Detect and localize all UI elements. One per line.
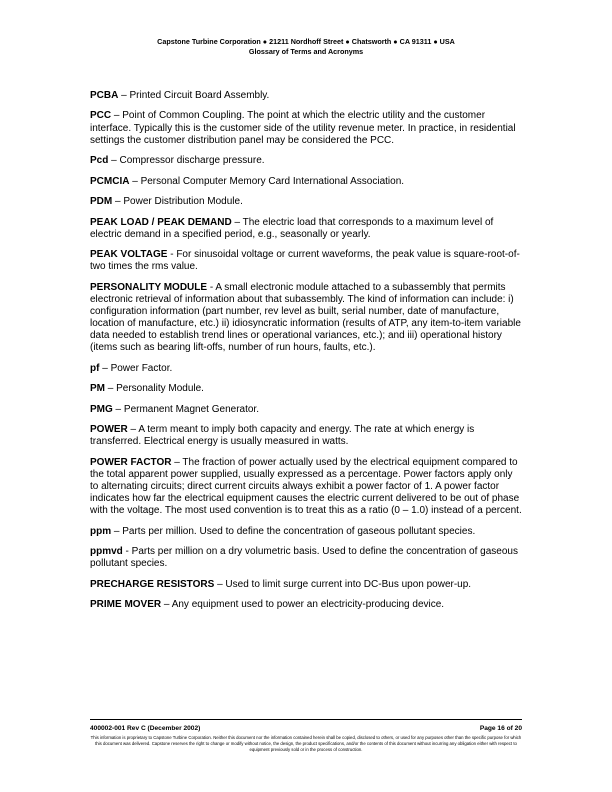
page-number: Page 16 of 20 (479, 725, 522, 732)
term-separator: – (111, 525, 123, 537)
proprietary-disclaimer: This information is proprietary to Capstone Turbine Corporation. Neither this document nor the information contained herein shall be copied, disclosed to others, or used for any purposes other than the specific purpose for which this document was delivered. Capstone reserves the right to change or modify without notice, the design, the product specifications, and/or the contents of this document without incurring any obligation either with respect to equipment previously sold or in the process of construction. (90, 735, 522, 752)
glossary-definition: Compressor discharge pressure. (119, 155, 265, 167)
glossary-term: Pcd (90, 155, 109, 167)
term-separator: – (111, 110, 123, 122)
glossary-content (90, 90, 522, 620)
glossary-entry (90, 155, 522, 167)
term-separator: – (171, 456, 183, 468)
glossary-definition: Personal Computer Memory Card International Association. (140, 175, 405, 187)
glossary-entry (90, 110, 522, 146)
glossary-term: POWER FACTOR (90, 456, 172, 468)
glossary-definition: Parts per million. Used to define the concentration of gaseous pollutant species. (122, 525, 476, 537)
glossary-term: ppmvd (90, 546, 123, 558)
glossary-term: PMG (90, 403, 113, 415)
glossary-entry (90, 196, 522, 208)
glossary-term: PEAK LOAD / PEAK DEMAND (90, 216, 232, 228)
term-separator: – (99, 362, 111, 374)
glossary-term: PCC (90, 110, 112, 122)
header-company-line: Capstone Turbine Corporation ● 21211 Nordhoff Street ● Chatsworth ● CA 91311 ● USA (157, 37, 455, 46)
glossary-definition: Permanent Magnet Generator. (123, 403, 259, 415)
glossary-entry (90, 90, 522, 102)
glossary-term: PERSONALITY MODULE (90, 281, 208, 293)
glossary-definition: Point of Common Coupling. The point at which the electric utility and the customer interface. Typically this is the customer side of the utility revenue meter. In practice, in residential settings the customer distribution panel may be considered the PCC. (90, 110, 516, 146)
glossary-entry (90, 217, 522, 241)
glossary-term: PEAK VOLTAGE (90, 249, 168, 261)
glossary-definition: The fraction of power actually used by the electrical equipment compared to the total apparent power supplied, usually expressed as a percentage. Power factors apply only to alternating circuits; direct current circuits always exhibit a power factor of 1. A power factor indicates how far the electrical equipment causes the electric current delivered to be out of phase with the voltage. The most used convention is to treat this as a ratio (0 – 1.0) instead of a percent. (90, 456, 522, 517)
term-separator: – (129, 175, 141, 187)
term-separator: – (118, 90, 130, 101)
glossary-definition: A term meant to imply both capacity and energy. The rate at which energy is transferred. Electrical energy is usually measured in watts. (90, 424, 475, 448)
page-footer (90, 719, 522, 753)
glossary-entry (90, 383, 522, 395)
glossary-definition: A small electronic module attached to a subassembly that permits electronic retrieval of information about that subassembly. The kind of information can include: i) configuration information (part number, rev level as built, serial number, date of manufacture, location of manufacture, etc.) ii) idiosyncratic information (results of ATP, any item-to-item variable data needed to establish trend lines or operational variances, etc.); and iii) operational history (items such as bearing lift-offs, number of run hours, faults, etc.). (90, 281, 521, 354)
term-separator: – (231, 216, 243, 228)
glossary-term: PCBA (90, 90, 119, 101)
term-separator: – (112, 196, 124, 208)
glossary-term: ppm (90, 525, 112, 537)
glossary-entry (90, 457, 522, 517)
glossary-term: PM (90, 383, 105, 395)
term-separator: – (108, 155, 120, 167)
term-separator: – (161, 599, 172, 611)
glossary-definition: Parts per million on a dry volumetric basis. Used to define the concentration of gaseous pollutant species. (90, 546, 518, 570)
glossary-definition: Printed Circuit Board Assembly. (129, 90, 270, 101)
glossary-entry (90, 282, 522, 355)
glossary-entry (90, 546, 522, 570)
term-separator: - (167, 249, 177, 261)
glossary-term: pf (90, 362, 100, 374)
glossary-entry (90, 363, 522, 375)
glossary-entry (90, 599, 522, 611)
document-id: 400002-001 Rev C (December 2002) (90, 725, 201, 732)
term-separator: - (207, 281, 216, 293)
glossary-term: PDM (90, 196, 113, 208)
page-header (0, 37, 612, 57)
glossary-entry (90, 424, 522, 448)
glossary-definition: The electric load that corresponds to a maximum level of electric demand in a specified period, e.g., seasonally or yearly. (90, 216, 494, 240)
glossary-entry (90, 176, 522, 188)
glossary-term: POWER (90, 424, 128, 436)
term-separator: – (214, 578, 226, 590)
glossary-term: PRECHARGE RESISTORS (90, 578, 215, 590)
glossary-definition: Personality Module. (116, 383, 204, 395)
glossary-definition: Power Distribution Module. (123, 196, 243, 208)
glossary-definition: For sinusoidal voltage or current waveforms, the peak value is square-root-of-two times the rms value. (90, 249, 520, 273)
glossary-term: PRIME MOVER (90, 599, 162, 611)
glossary-entry (90, 526, 522, 538)
glossary-term: PCMCIA (90, 175, 130, 187)
glossary-definition: Used to limit surge current into DC-Bus upon power-up. (225, 578, 472, 590)
glossary-entry (90, 404, 522, 416)
term-separator: – (112, 403, 124, 415)
glossary-entry (90, 249, 522, 273)
header-title: Glossary of Terms and Acronyms (248, 47, 364, 56)
glossary-definition: Any equipment used to power an electricity-producing device. (171, 599, 445, 611)
term-separator: – (105, 383, 117, 395)
glossary-definition: Power Factor. (110, 362, 173, 374)
term-separator: - (122, 546, 132, 558)
glossary-entry (90, 579, 522, 591)
term-separator: – (127, 424, 139, 436)
